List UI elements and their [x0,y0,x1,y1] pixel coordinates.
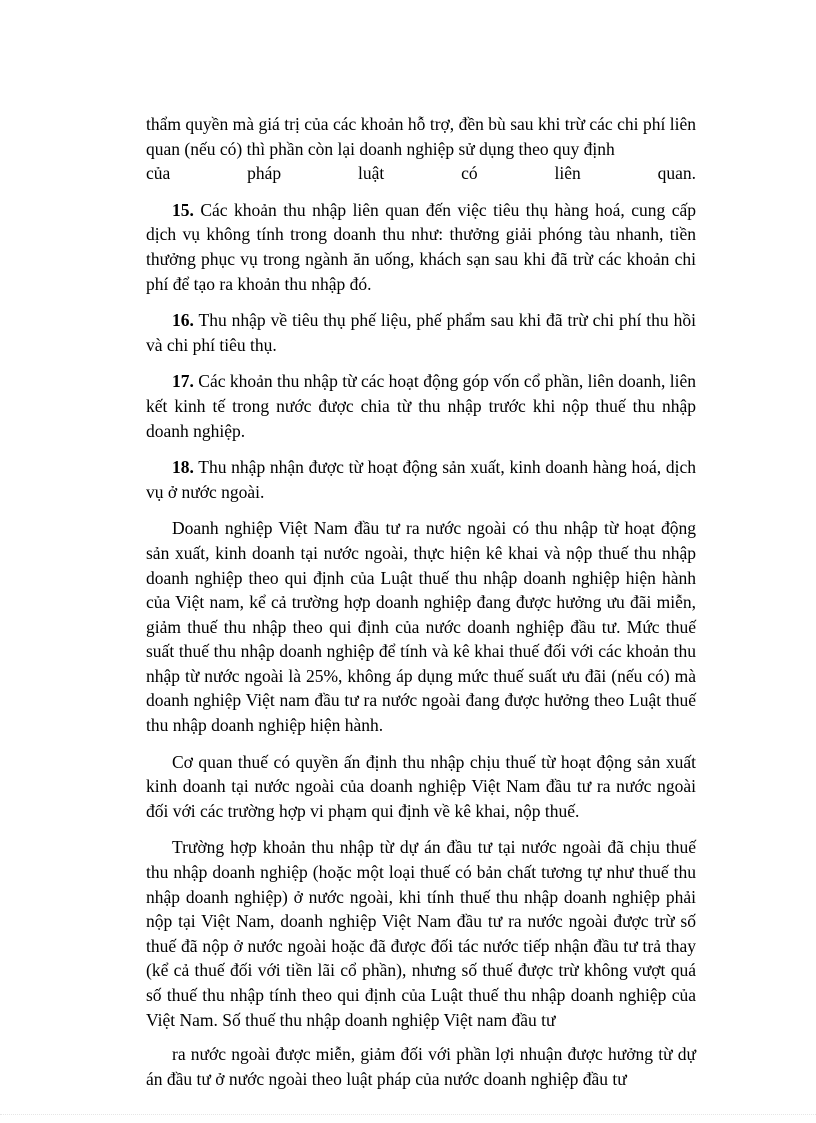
page-bottom-rule [0,1114,816,1115]
paragraph-text-spread-line: của pháp luật có liên quan. [146,163,696,184]
paragraph-text: Doanh nghiệp Việt Nam đầu tư ra nước ngoài có thu nhập từ hoạt động sản xuất, kinh doanh tại nước ngoài, thực hiện kê khai và nộp thuế thu nhập doanh nghiệp theo qui định của Luật thuế thu nhập doanh nghiệp hiện hành của Việt nam, kể cả trường hợp doanh nghiệp đang được hưởng ưu đãi miễn, giảm thuế thu nhập theo qui định của nước doanh nghiệp đầu tư. Mức thuế suất thuế thu nhập doanh nghiệp để tính và kê khai thuế đối với các khoản thu nhập từ nước ngoài là 25%, không áp dụng mức thuế suất ưu đãi (nếu có) mà doanh nghiệp Việt nam đầu tư ra nước ngoài đang được hưởng theo Luật thuế thu nhập doanh nghiệp hiện hành. [146,518,696,736]
paragraph-tax-authority [146,750,696,824]
paragraph-text: thẩm quyền mà giá trị của các khoản hỗ trợ, đền bù sau khi trừ các chi phí liên quan (nếu có) thì phần còn lại doanh nghiệp sử dụng theo quy định [146,114,696,159]
item-number: 17. [172,371,194,392]
item-number: 18. [172,457,194,478]
paragraph-text: Thu nhập về tiêu thụ phế liệu, phế phẩm sau khi đã trừ chi phí thu hồi và chi phí tiêu thụ. [146,310,696,355]
paragraph-continuation [146,112,696,186]
paragraph-text: Cơ quan thuế có quyền ấn định thu nhập chịu thuế từ hoạt động sản xuất kinh doanh tại nước ngoài của doanh nghiệp Việt Nam đầu tư ra nước ngoài đối với các trường hợp vi phạm qui định về kê khai, nộp thuế. [146,751,696,821]
paragraph-item-16 [146,308,696,357]
paragraph-foreign-investment [146,516,696,737]
paragraph-text: Thu nhập nhận được từ hoạt động sản xuất, kinh doanh hàng hoá, dịch vụ ở nước ngoài. [146,457,696,502]
paragraph-item-18 [146,455,696,504]
paragraph-exemption [146,1042,696,1091]
item-number: 16. [172,310,194,331]
paragraph-text: ra nước ngoài được miễn, giảm đối với phần lợi nhuận được hưởng từ dự án đầu tư ở nước ngoài theo luật pháp của nước doanh nghiệp đầu tư [146,1044,696,1089]
paragraph-text: Các khoản thu nhập liên quan đến việc tiêu thụ hàng hoá, cung cấp dịch vụ không tính trong doanh thu như: thưởng giải phóng tàu nhanh, tiền thưởng phục vụ trong ngành ăn uống, khách sạn sau khi đã trừ các khoản chi phí để tạo ra khoản thu nhập đó. [146,199,697,294]
paragraph-text: Các khoản thu nhập từ các hoạt động góp vốn cổ phần, liên doanh, liên kết kinh tế trong nước được chia từ thu nhập trước khi nộp thuế thu nhập doanh nghiệp. [146,371,697,441]
paragraph-foreign-tax-credit [146,835,696,1032]
item-number: 15. [172,199,194,220]
paragraph-item-17 [146,369,696,443]
paragraph-item-15 [146,198,696,296]
paragraph-text: Trường hợp khoản thu nhập từ dự án đầu tư tại nước ngoài đã chịu thuế thu nhập doanh nghiệp (hoặc một loại thuế có bản chất tương tự như thuế thu nhập doanh nghiệp) ở nước ngoài, khi tính thuế thu nhập doanh nghiệp phải nộp tại Việt Nam, doanh nghiệp Việt Nam đầu tư ra nước ngoài được trừ số thuế đã nộp ở nước ngoài hoặc đã được đối tác nước tiếp nhận đầu tư trả thay (kể cả thuế đối với tiền lãi cổ phần), nhưng số thuế được trừ không vượt quá số thuế thu nhập tính theo qui định của Luật thuế thu nhập doanh nghiệp của Việt Nam. Số thuế thu nhập doanh nghiệp Việt nam đầu tư [146,837,696,1030]
document-body [146,112,696,1091]
